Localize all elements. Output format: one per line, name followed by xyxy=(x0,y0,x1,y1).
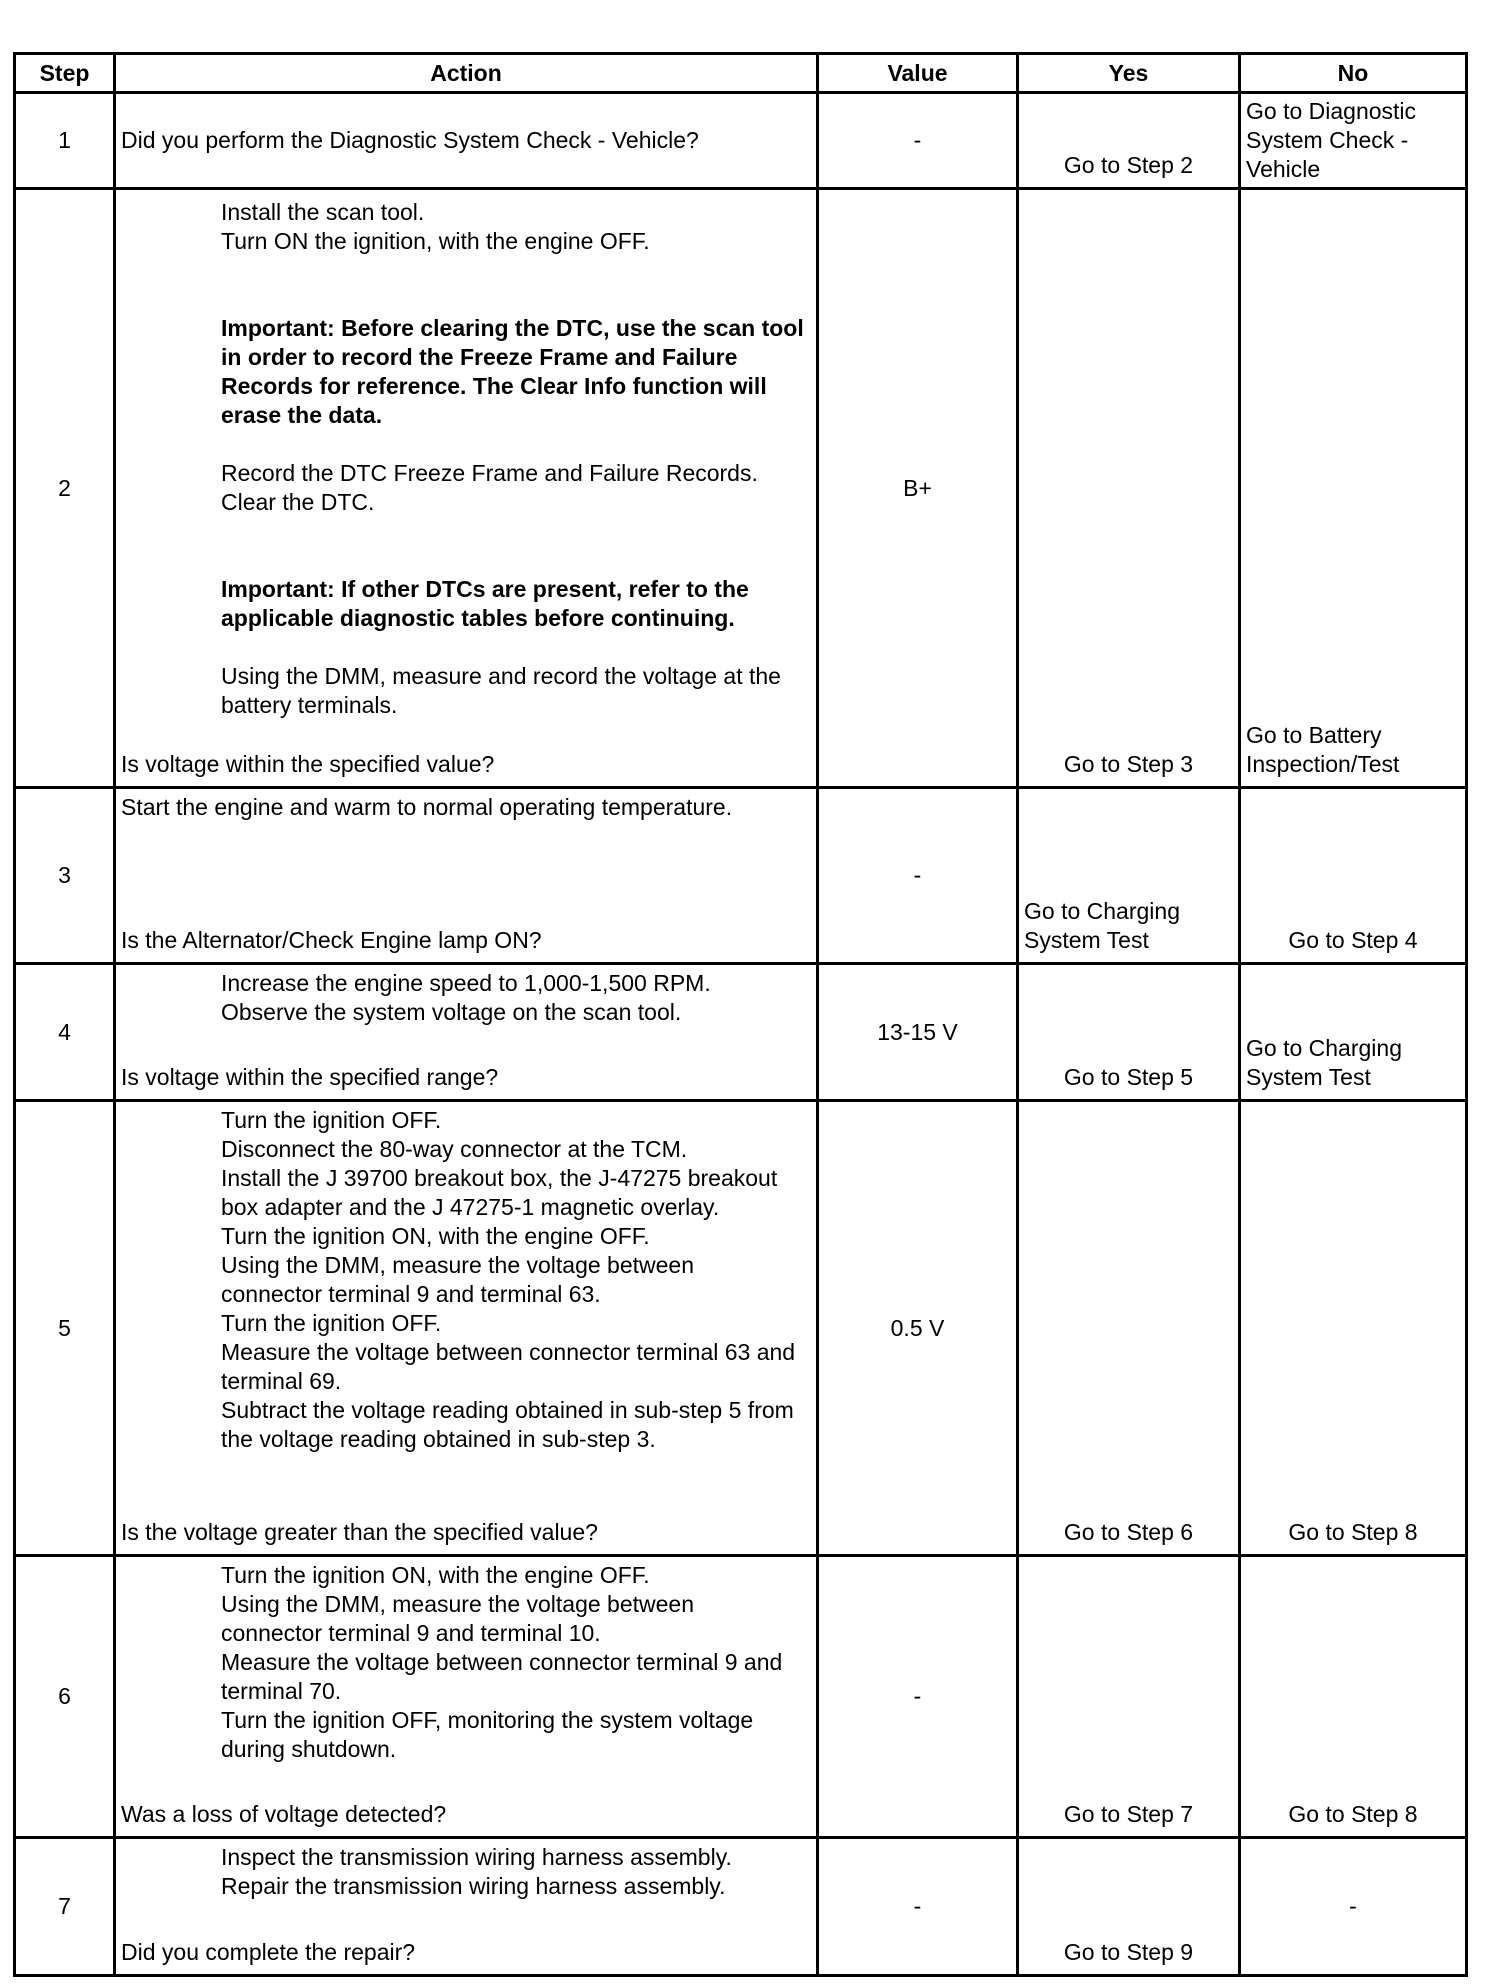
action-line: Inspect the transmission wiring harness assembly. xyxy=(221,1844,732,1870)
yes-cell xyxy=(1018,788,1240,964)
no-cell xyxy=(1240,964,1467,1101)
action-line: Turn the ignition ON, with the engine OFF. xyxy=(221,1223,650,1249)
value-cell: - xyxy=(818,1556,1018,1838)
value-cell: B+ xyxy=(818,189,1018,788)
action-line: Repair the transmission wiring harness assembly. xyxy=(221,1873,726,1899)
step-number: 6 xyxy=(15,1556,115,1838)
action-line: Turn the ignition OFF, monitoring the system voltage during shutdown. xyxy=(221,1707,754,1762)
header-row xyxy=(15,54,1467,93)
question-text: Is the Alternator/Check Engine lamp ON? xyxy=(121,927,542,953)
header-value: Value xyxy=(818,54,1018,93)
step-number: 3 xyxy=(15,788,115,964)
action-line: Subtract the voltage reading obtained in sub-step 5 from the voltage reading obtained in sub-step 3. xyxy=(221,1397,794,1452)
table-row xyxy=(15,964,1467,1101)
yes-text: Go to Charging System Test xyxy=(1024,898,1180,953)
no-cell xyxy=(1240,788,1467,964)
step-number: 4 xyxy=(15,964,115,1101)
table-row xyxy=(15,1101,1467,1556)
value-cell: - xyxy=(818,1838,1018,1976)
question-text: Was a loss of voltage detected? xyxy=(121,1801,447,1827)
step-number: 5 xyxy=(15,1101,115,1556)
value-cell: 0.5 V xyxy=(818,1101,1018,1556)
action-line: Disconnect the 80-way connector at the TCM. xyxy=(221,1136,688,1162)
table-row xyxy=(15,1838,1467,1976)
yes-cell xyxy=(1018,1556,1240,1838)
value-cell: - xyxy=(818,788,1018,964)
action-line: Turn the ignition OFF. xyxy=(221,1107,442,1133)
no-text: Go to Charging System Test xyxy=(1246,1035,1402,1090)
action-line: Clear the DTC. xyxy=(221,489,375,515)
yes-text: Go to Step 7 xyxy=(1063,1801,1194,1827)
action-line: Using the DMM, measure the voltage between connector terminal 9 and terminal 63. xyxy=(221,1252,695,1307)
action-cell xyxy=(115,964,818,1101)
action-cell xyxy=(115,189,818,788)
yes-cell xyxy=(1018,1838,1240,1976)
yes-text: Go to Step 9 xyxy=(1063,1939,1194,1965)
action-line: Turn the ignition OFF. xyxy=(221,1310,442,1336)
table-row xyxy=(15,788,1467,964)
no-cell xyxy=(1240,1556,1467,1838)
yes-cell xyxy=(1018,93,1240,189)
no-cell xyxy=(1240,93,1467,189)
action-line: Turn the ignition ON, with the engine OFF. xyxy=(221,1562,650,1588)
yes-cell xyxy=(1018,189,1240,788)
important-note: Important: If other DTCs are present, refer to the applicable diagnostic tables before continuing. xyxy=(221,576,749,631)
header-step: Step xyxy=(15,54,115,93)
action-cell xyxy=(115,1101,818,1556)
action-line: Measure the voltage between connector terminal 9 and terminal 70. xyxy=(221,1649,783,1704)
action-line: Using the DMM, measure the voltage between connector terminal 9 and terminal 10. xyxy=(221,1591,695,1646)
question-text: Did you perform the Diagnostic System Check - Vehicle? xyxy=(121,127,699,153)
action-line: Measure the voltage between connector terminal 63 and terminal 69. xyxy=(221,1339,796,1394)
table-row xyxy=(15,93,1467,189)
no-text: Go to Diagnostic System Check - Vehicle xyxy=(1246,98,1417,182)
question-text: Did you complete the repair? xyxy=(121,1939,416,1965)
yes-cell xyxy=(1018,1101,1240,1556)
action-line: Start the engine and warm to normal operating temperature. xyxy=(121,794,733,820)
value-cell: - xyxy=(818,93,1018,189)
no-cell: - xyxy=(1240,1838,1467,1976)
table-row xyxy=(15,189,1467,788)
step-number: 7 xyxy=(15,1838,115,1976)
yes-text: Go to Step 5 xyxy=(1063,1064,1194,1090)
action-cell xyxy=(115,1838,818,1976)
question-text: Is voltage within the specified value? xyxy=(121,751,495,777)
question-text: Is the voltage greater than the specified value? xyxy=(121,1519,598,1545)
step-number: 2 xyxy=(15,189,115,788)
question-text: Is voltage within the specified range? xyxy=(121,1064,499,1090)
yes-cell xyxy=(1018,964,1240,1101)
action-line: Install the scan tool. xyxy=(221,199,425,225)
diagnostic-table xyxy=(13,52,1468,1977)
action-line: Turn ON the ignition, with the engine OFF. xyxy=(221,228,650,254)
yes-text: Go to Step 3 xyxy=(1063,751,1194,777)
action-line: Observe the system voltage on the scan tool. xyxy=(221,999,682,1025)
no-text: Go to Step 8 xyxy=(1288,1801,1418,1827)
no-cell xyxy=(1240,189,1467,788)
action-cell xyxy=(115,788,818,964)
header-action: Action xyxy=(115,54,818,93)
header-yes: Yes xyxy=(1018,54,1240,93)
header-no: No xyxy=(1240,54,1467,93)
step-number: 1 xyxy=(15,93,115,189)
no-text: Go to Battery Inspection/Test xyxy=(1246,722,1400,777)
action-line: Increase the engine speed to 1,000-1,500 RPM. xyxy=(221,970,711,996)
action-cell xyxy=(115,1556,818,1838)
action-cell xyxy=(115,93,818,189)
yes-text: Go to Step 2 xyxy=(1063,152,1194,178)
action-line: Using the DMM, measure and record the voltage at the battery terminals. xyxy=(221,663,781,718)
table-row xyxy=(15,1556,1467,1838)
no-text: Go to Step 8 xyxy=(1288,1519,1418,1545)
action-line: Install the J 39700 breakout box, the J-47275 breakout box adapter and the J 47275-1 magnetic overlay. xyxy=(221,1165,778,1220)
yes-text: Go to Step 6 xyxy=(1063,1519,1194,1545)
important-note: Important: Before clearing the DTC, use the scan tool in order to record the Freeze Frame and Failure Records for reference. The Clear Info function will erase the data. xyxy=(221,315,804,428)
value-cell: 13-15 V xyxy=(818,964,1018,1101)
action-line: Record the DTC Freeze Frame and Failure Records. xyxy=(221,460,758,486)
no-text: Go to Step 4 xyxy=(1288,927,1418,953)
no-cell xyxy=(1240,1101,1467,1556)
